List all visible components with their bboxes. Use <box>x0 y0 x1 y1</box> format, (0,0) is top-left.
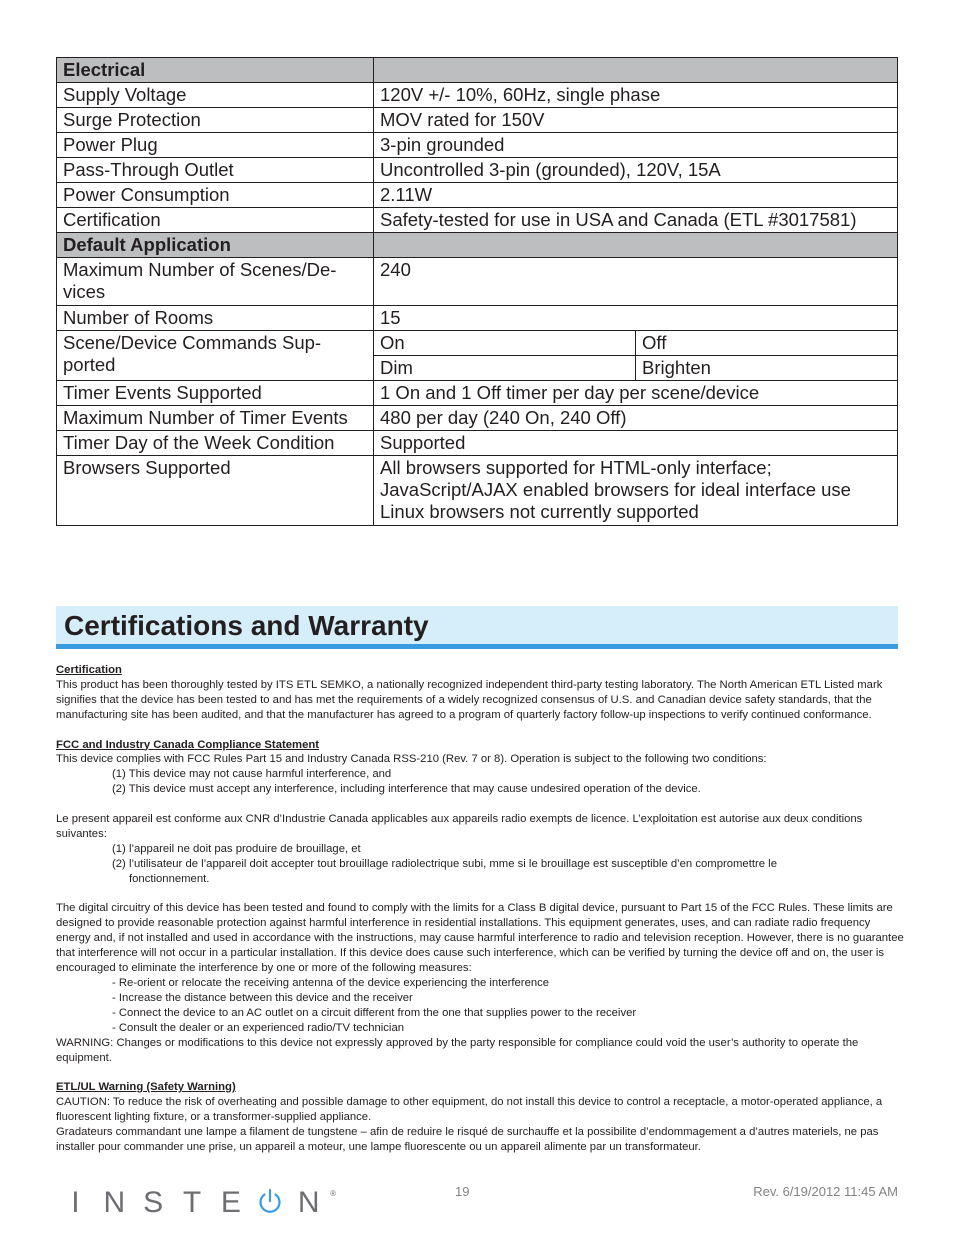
fcc-fr-condition: (1) l’appareil ne doit pas produire de brouillage, et <box>112 842 361 855</box>
row-label: Browsers Supported <box>57 456 374 526</box>
row-label: Pass-Through Outlet <box>57 158 374 183</box>
logo-letter: I <box>71 1186 80 1219</box>
fcc-digital-text: The digital circuitry of this device has been tested and found to comply with the limits for a Class B digital device, pursuant to Part 15 of the FCC Rules. These limits are designed to provide reasonable protection against harmful interference in residential installations. This equipment generates, uses, and can radiate radio frequency energy and, if not installed and used in accordance with the instructions, may cause harmful interference to radio and television reception. However, there is no guarantee that interference will not occur in a particular installation. If this device does cause such interference, which can be verified by turning the device off and on, the user is encouraged to eliminate the interference by one or more of the following measures: <box>56 902 904 975</box>
row-label: Timer Events Supported <box>57 381 374 406</box>
table-row <box>57 158 898 183</box>
row-value: Supported <box>374 431 898 456</box>
row-label: Number of Rooms <box>57 306 374 331</box>
row-label: Timer Day of the Week Condition <box>57 431 374 456</box>
fcc-measure: - Consult the dealer or an experienced radio/TV technician <box>112 1021 405 1034</box>
row-value: 2.11W <box>374 183 898 208</box>
row-label: Supply Voltage <box>57 83 374 108</box>
row-value <box>374 456 898 526</box>
command-cell: Dim <box>374 356 636 381</box>
table-row <box>57 108 898 133</box>
fcc-fr-condition: (2) l’utilisateur de l’appareil doit accepter tout brouillage radiolectrique subi, mme si le brouillage est susceptible d’en compromettre le <box>112 857 777 870</box>
row-label: Power Consumption <box>57 183 374 208</box>
logo-letter: N <box>297 1186 320 1219</box>
table-row <box>57 183 898 208</box>
registered-mark: ® <box>330 1189 337 1198</box>
row-label: Surge Protection <box>57 108 374 133</box>
section-header <box>56 606 898 649</box>
table-row <box>57 331 898 356</box>
row-label: Power Plug <box>57 133 374 158</box>
certification-heading: Certification <box>56 664 122 676</box>
section-title: Certifications and Warranty <box>64 610 429 641</box>
table-row <box>57 381 898 406</box>
table-row <box>57 306 898 331</box>
command-cell: On <box>374 331 636 356</box>
row-label <box>57 258 374 306</box>
row-value: Safety-tested for use in USA and Canada (ETL #3017581) <box>374 208 898 233</box>
row-value: 480 per day (240 On, 240 Off) <box>374 406 898 431</box>
table-row <box>57 133 898 158</box>
revision-date: Rev. 6/19/2012 11:45 AM <box>753 1184 898 1199</box>
table-row <box>57 456 898 526</box>
row-value: 3-pin grounded <box>374 133 898 158</box>
insteon-logo <box>56 1187 336 1219</box>
etl-caution: CAUTION: To reduce the risk of overheating and possible damage to other equipment, do not install this device to control a receptacle, a motor-operated appliance, a fluorescent lighting fixture, or a transformer-supplied appliance. <box>56 1096 883 1124</box>
table-row <box>57 208 898 233</box>
section-header-label: Electrical <box>57 58 374 83</box>
table-section-header <box>57 58 898 83</box>
row-label: Maximum Number of Timer Events <box>57 406 374 431</box>
etl-fr-text: Gradateurs commandant une lampe a filament de tungstene – afin de reduire le risqué de surchauffe et la possibilite d’endommagement a d’autres materiels, ne pas installer pour commander une prise, un appareil a moteur, une lampe fluorescente ou un appareil alimente par un transformateur. <box>56 1126 879 1153</box>
row-value: 15 <box>374 306 898 331</box>
table-row <box>57 431 898 456</box>
table-row <box>57 258 898 306</box>
certification-text: This product has been thoroughly tested by ITS ETL SEMKO, a nationally recognized independent third-party testing laboratory. The North American ETL Listed mark signifies that the device has been tested to and has met the requirements of a widely recognized consensus of U.S. and Canadian device safety standards, that the manufacturing site has been audited, and that the manufacturer has agreed to a program of quarterly factory follow-up inspections to verify continued conformance. <box>56 678 883 721</box>
commands-label: Scene/Device Commands Sup-ported <box>63 332 322 375</box>
section-header-label: Default Application <box>57 233 374 258</box>
row-value: MOV rated for 150V <box>374 108 898 133</box>
fcc-condition: (1) This device may not cause harmful interference, and <box>112 768 392 781</box>
table-row <box>57 83 898 108</box>
browser-line: Linux browsers not currently supported <box>380 501 699 522</box>
browser-line: All browsers supported for HTML-only interface; <box>380 457 772 478</box>
fcc-measure: - Connect the device to an AC outlet on a circuit different from the one that supplies power to the receiver <box>112 1006 637 1019</box>
fcc-condition: (2) This device must accept any interference, including interference that may cause undesired operation of the device. <box>112 783 701 796</box>
row-value: 1 On and 1 Off timer per day per scene/device <box>374 381 898 406</box>
section-header-empty <box>374 58 898 83</box>
power-icon <box>250 1187 289 1219</box>
etl-heading: ETL/UL Warning (Safety Warning) <box>56 1081 236 1094</box>
row-label: Certification <box>57 208 374 233</box>
command-cell: Off <box>636 331 898 356</box>
browser-line: JavaScript/AJAX enabled browsers for ideal interface use <box>380 479 851 500</box>
row-value: Uncontrolled 3-pin (grounded), 120V, 15A <box>374 158 898 183</box>
command-cell: Brighten <box>636 356 898 381</box>
row-label <box>57 331 374 381</box>
row-value: 240 <box>374 258 898 306</box>
page-number: 19 <box>455 1184 470 1199</box>
fcc-intro: This device complies with FCC Rules Part 15 and Industry Canada RSS-210 (Rev. 7 or 8). Operation is subject to the following two conditions: <box>56 753 767 766</box>
spec-table <box>56 57 898 526</box>
row-value: 120V +/- 10%, 60Hz, single phase <box>374 83 898 108</box>
fcc-warning: WARNING: Changes or modifications to this device not expressly approved by the party responsible for compliance could void the user’s authority to operate the equipment. <box>56 1036 859 1064</box>
max-scenes-label: Maximum Number of Scenes/De-vices <box>63 259 337 302</box>
logo-letter: S <box>143 1186 164 1219</box>
section-header-empty <box>374 233 898 258</box>
fcc-heading: FCC and Industry Canada Compliance Statement <box>56 738 320 751</box>
table-row <box>57 406 898 431</box>
certifications-body <box>56 663 904 1155</box>
fcc-fr-continuation: fonctionnement. <box>129 872 210 885</box>
logo-letter: E <box>220 1186 241 1219</box>
logo-letter: N <box>103 1186 126 1219</box>
table-section-header <box>57 233 898 258</box>
logo-letter: T <box>182 1186 202 1219</box>
fcc-measure: - Increase the distance between this device and the receiver <box>112 991 413 1004</box>
fcc-measure: - Re-orient or relocate the receiving antenna of the device experiencing the interference <box>112 976 550 989</box>
fcc-fr-intro: Le present appareil est conforme aux CNR d’Industrie Canada applicables aux appareils radio exempts de licence. L’exploitation est autorise aux deux conditions suivantes: <box>56 813 863 840</box>
